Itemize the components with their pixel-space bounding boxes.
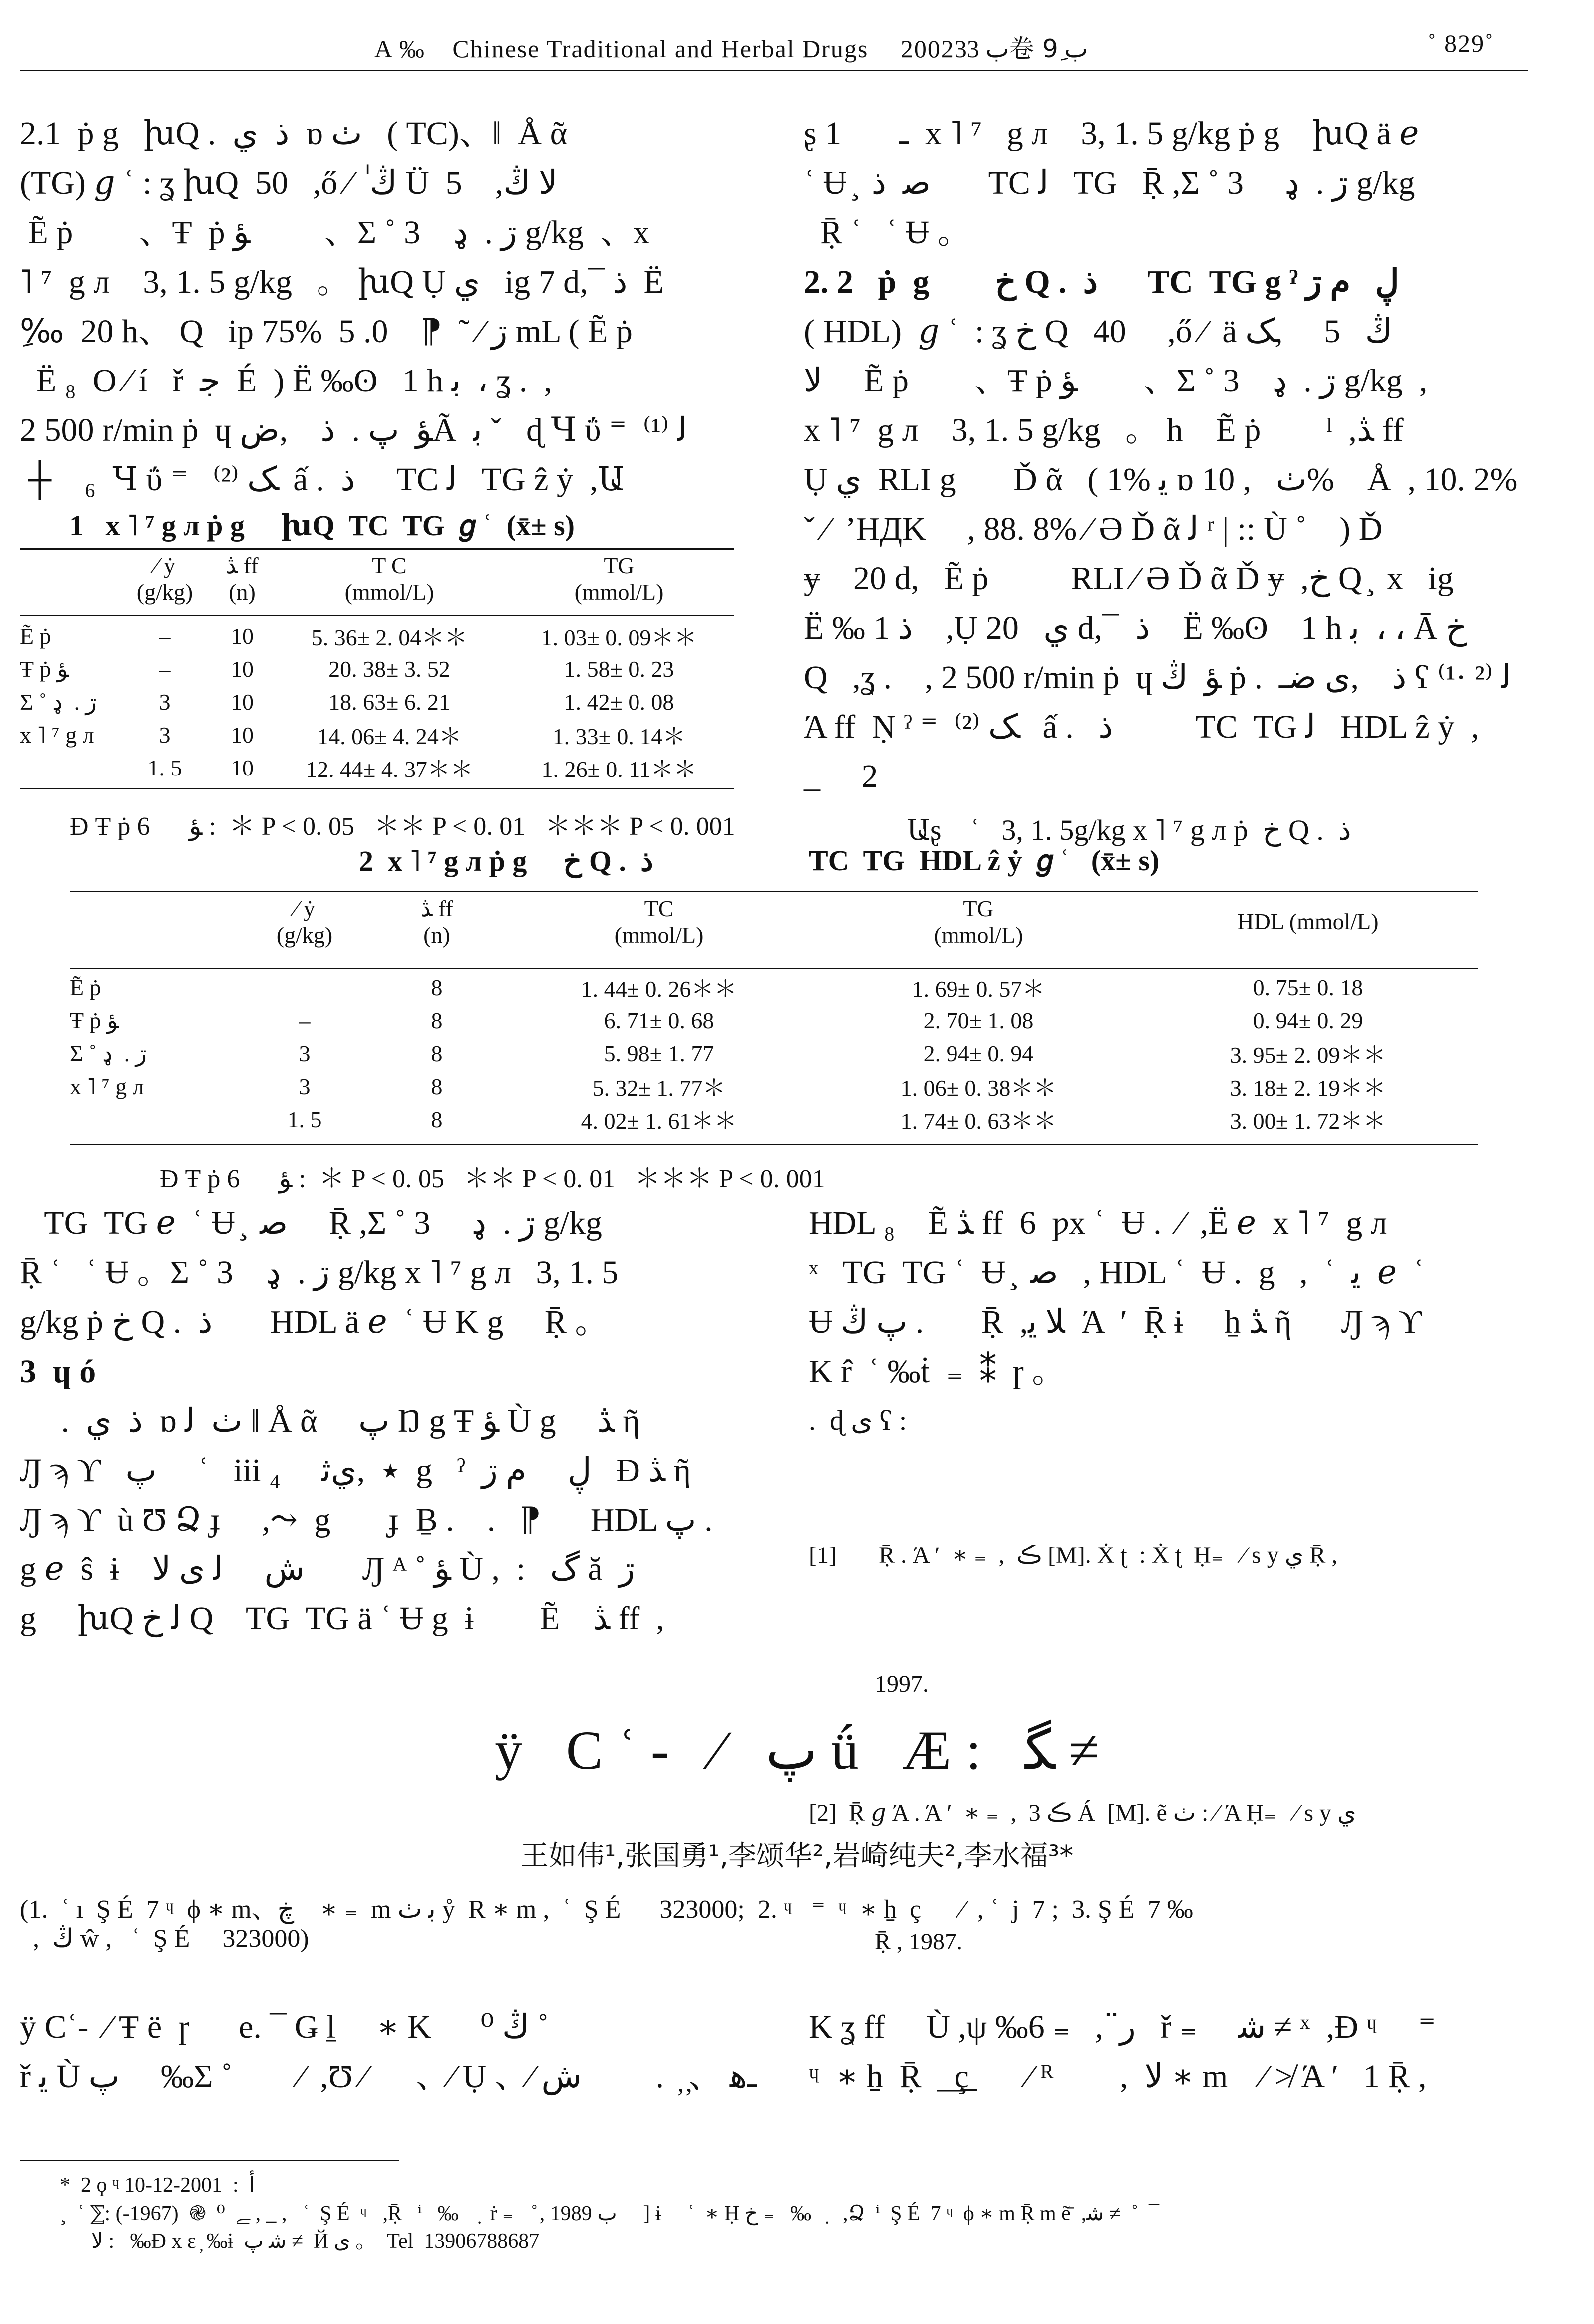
table2-top-rule: [70, 891, 1478, 892]
table-cell: 12. 44± 4. 37＊＊: [306, 757, 473, 782]
text-line: Ά ff Ṇ ˀ ⁼ ⁽²⁾ ﮏ ấ . ذ TC TG ﻟ HDL ẑ ẏ ,: [804, 709, 1479, 745]
text-line: Ԓ ϡ ϒ ù Ʊ Ձ ɟ ,⤳ g ɟ Ḇ . . ⁋ HDL پ .: [20, 1502, 713, 1538]
table-cell: [70, 1103, 235, 1136]
table1-mid-rule: [20, 615, 734, 616]
table-cell: 3. 00± 1. 72＊＊: [1230, 1108, 1386, 1134]
text-line: ﻻ Ẽ ṗ 、Ŧ ṗ ﺆ 、Σ ˚ ڗ . ډ 3 g/kg ,: [804, 363, 1428, 399]
text-line: Ṝ ʿ ʿ Ʉ 。: [804, 214, 970, 251]
table-cell: Σ ˚ ڗ . ډ: [20, 689, 97, 715]
section-heading: 3 ɥ ó: [20, 1353, 96, 1390]
text-line: HDL ₈ Ẽ ﮇ ff 6 ƿx ʿ Ʉ . ⁄ ,Ë 𝑒 x ˥ ⁷ g л: [809, 1205, 1387, 1241]
table-cell: 1. 5: [287, 1106, 322, 1132]
table-header-cell: ﮇ ff (n): [420, 896, 453, 948]
table-cell: 2. 94± 0. 94: [923, 1040, 1034, 1066]
table-cell: 1. 26± 0. 11＊＊: [541, 757, 697, 782]
table-cell: x ˥ ⁷ g л: [20, 722, 94, 748]
text-line: _ 2: [804, 758, 878, 794]
table-row: [70, 971, 1478, 1004]
text-line: ᶣ ∗ ẖ Ṝ ͟ ͟ ç̲ ⁄ ᴿ , ﻻ ∗ m ⁄ ≯ Ά ʹ 1 Ṝ ,: [809, 2058, 1427, 2095]
table-row: [20, 652, 734, 685]
text-line: ( HDL) 𝑔 ʿ : ʓ خ Q 40 ,ő ⁄ ä ڭ 5 ,ﮏ: [804, 313, 1393, 350]
table-row: [20, 718, 734, 751]
table-header-cell: [70, 895, 235, 948]
reference-item: Ṝ , 1987.: [809, 1929, 963, 1955]
table-cell: Ŧ ṗ ﺆ: [20, 656, 69, 682]
footnote-received: * 2 ϙ ᶣ ﺃ : 2001-12-10: [60, 2174, 255, 2197]
table2: [70, 895, 1478, 948]
header-rule: [20, 70, 1528, 71]
text-line: ʿ Ʉ ̧ ﺻ ذ TC ﻟ TG Ṝ ,Σ ˚ ڗ . ډ 3 g/kg: [804, 165, 1415, 201]
table-header-cell: TG (mmol/L): [574, 552, 664, 605]
article2-authors: 王如伟¹,张国勇¹,李颂华²,岩崎纯夫²,李水福³*: [520, 1840, 1074, 1872]
table-cell: 10: [231, 656, 254, 682]
table2-caption-head: 2 x ˥ ⁷ g л ṗ g خ Q . ذ: [344, 845, 653, 877]
text-line: Ë ₈ O ⁄ í ř ﺟ É ) Ë ‰ʘ 1 h ﺑ ، ʓ . ,: [20, 363, 552, 399]
table-cell: 3: [299, 1040, 311, 1066]
table-cell: 1. 5: [147, 755, 182, 780]
table-header-cell: HDL (mmol/L): [1237, 909, 1379, 934]
right-column-top: [804, 109, 1533, 801]
text-line: 2 500 r/min ṗ ɥ ﺆ پ . ذ ,ضÃ ﺑ ˇ ɖ Ɥ ΰ ⁼ ⁽¹⁾ ﻟ: [20, 412, 687, 448]
text-line: K r̂ ʿ ‰ṫ ₌ ⁑ ɼ 。: [809, 1353, 1065, 1390]
table1-top-rule: [20, 548, 734, 550]
table-cell: Ẽ ṗ: [20, 623, 51, 649]
table-cell: 10: [231, 689, 254, 715]
table-cell: 10: [231, 755, 254, 780]
text-line: Ṝ ʿ ʿ Ʉ 。Σ ˚ ڗ . ډ 3 g/kg x ˥ ⁷ g л 3, 1. 5: [20, 1254, 619, 1291]
table-cell: 0. 94± 0. 29: [1253, 1007, 1363, 1033]
left-column-bottom: [20, 1198, 749, 1643]
article2-affiliation: (1. ʿ ı Ş É 7 ᶣ ϕ ∗ m、ڿ ∗ ₌ m ﺑ ٺ ẙ R ∗ m , ʿ Ş É 323000; 2. ᶣ ⁼ ᶣ ∗ ẖ ç ⁄ , ʿ j 7 ; 3. Ş É 7 ‰: [20, 1895, 1193, 1924]
table-row: [70, 1103, 1478, 1136]
table-header-cell: ⁄ ẏ (g/kg): [276, 895, 333, 948]
table-cell: 1. 33± 0. 14＊: [552, 724, 686, 749]
table1-body: [20, 619, 734, 784]
text-line: 2.1 ṗ g խQ . ذ ي ɒ ٺ ( TC)、‖ Å ᾶ: [20, 115, 568, 152]
text-line: ˣ TG TG ʿ Ʉ ̧ ﺻ , HDL ʿ Ʉ . g , ʿ ﻳ 𝑒 ʿ: [809, 1254, 1425, 1291]
table-cell: 6. 71± 0. 68: [604, 1007, 714, 1033]
table2-bottom-rule: [70, 1144, 1478, 1145]
text-line: ‰ِ 20 h、 Q ip 75% ڗ ⁄ ˜ ⁋ 0. 5 mL ( Ẽ ṗ: [20, 313, 633, 350]
table-cell: 1. 44± 0. 26＊＊: [581, 976, 737, 1002]
text-line: g խQ ﻟ خ Q TG TG ä ʿ Ʉ g ɨ Ẽ ﮇ ff ,: [20, 1600, 664, 1637]
table-row: [70, 1037, 1478, 1070]
text-line: Ụ ي RLI g Ď ᾶ ( 1% ﻳ ɒ ٺ , 10% Å , 10. 2%: [804, 461, 1518, 498]
text-line: ɏ 20 d, Ẽ ṗ RLI ⁄ Ə Ď ᾶ Ď ɏ ,خ Q ̧ x ig: [804, 560, 1454, 597]
table2-note: Ɖ Ŧ ṗ ﺆ 6 : ＊ P < 0. 05 ＊＊ P < 0. 01 ＊＊＊ P < 0. 001: [160, 1165, 825, 1193]
text-line: ˇ ⁄ ʼHДK , 88. 8% ⁄ Ə Ď ᾶ ﻟ ʳ | :: Ù ˚ ) Ď: [804, 511, 1383, 547]
table2-header-row: [70, 895, 1478, 948]
table1-note: Ɖ Ŧ ṗ ﺆ 6 : ＊ P < 0. 05 ＊＊ P < 0. 01 ＊＊＊ P < 0. 001: [70, 812, 735, 841]
table1-header-row: [20, 552, 734, 605]
text-line: ÿ Cʿ- ⁄ Ŧ ë ɼ e. ¯ Ǥ ḻ ∗ K ⁰ ڭ ˚: [20, 2009, 549, 2045]
table-cell: 3: [299, 1073, 311, 1099]
table-header-cell: TC (mmol/L): [614, 895, 704, 948]
table-cell: [20, 751, 120, 784]
text-line: x ˥ ⁷ g л 3, 1. 5 g/kg 。 h Ẽ ṗ ˡ ,ﮇ ff: [804, 412, 1404, 448]
table-cell: Σ ˚ ڗ . ډ: [70, 1041, 147, 1066]
text-line: Ԓ ϡ ϒ پ ʿ iii ₄ ٭ ,يﺛ g ˀ ڸ م ڗ Ɖ ﮇ ῆ: [20, 1452, 691, 1489]
text-line: ˥ ⁷ g л 3, 1. 5 g/kg 。 խQ Ụ ي ig 7 d,¯ ذ Ë: [20, 264, 664, 300]
table-cell: 1. 58± 0. 23: [564, 656, 674, 682]
table-row: [20, 751, 734, 784]
footnote-contact: ﻻ : ‰Ɖ x ε ̦ ‰ɨ ﺷ پ ≠ Й ﻯ 。 Tel 13906788687: [60, 2230, 540, 2253]
table-cell: [235, 971, 374, 1004]
header-mark: A ‰: [374, 35, 425, 63]
table-cell: 0. 75± 0. 18: [1253, 974, 1363, 1000]
text-line: g/kg ṗ خ Q . ذ HDL ä 𝑒 ʿ Ʉ K g Ṝ 。: [20, 1304, 608, 1340]
table-cell: 5. 32± 1. 77＊: [592, 1075, 726, 1101]
table-cell: 1. 42± 0. 08: [564, 689, 674, 715]
table-cell: 5. 36± 2. 04＊＊: [311, 625, 468, 650]
table-cell: 10: [231, 623, 254, 649]
table-cell: –: [159, 656, 171, 682]
table-cell: 3: [159, 722, 171, 748]
table-cell: 1. 74± 0. 63＊＊: [900, 1108, 1057, 1134]
article2-abstract-right: [809, 2002, 1538, 2101]
table-cell: 10: [231, 722, 254, 748]
table-header-cell: ⁄ ẏ (g/kg): [136, 552, 193, 605]
table-cell: 8: [431, 1007, 443, 1033]
table-cell: 14. 06± 4. 24＊: [317, 724, 462, 749]
table-cell: 3. 18± 2. 19＊＊: [1230, 1075, 1386, 1101]
table1-caption: 1 x ˥ ⁷ g л ṗ g խQ TC TG 𝑔 ʿ (x̄± s): [55, 509, 575, 542]
text-line: 2. 2 ṗ g خ Q . ذ TC TG g ˀ ڸ م ڗ: [804, 264, 1399, 300]
reference-item: [1] Ṝ . Ά ʹ ∗ ₌ , ڪ [M]. Ẋ ʈ : Ẋ ʈ Ḥ₌ ⁄ s y ي Ṝ ,: [809, 1542, 1338, 1568]
table-header-cell: TG (mmol/L): [934, 895, 1023, 948]
issue-info: 2002ب 33卷 ب 9ِ: [900, 35, 1088, 63]
text-line: (TG) 𝑔 ʿ : ʓ խQ 50 ,ő ⁄ ٰڭ Ü 5 ,ﻻ ڭ: [20, 165, 558, 201]
running-header: [374, 29, 1088, 65]
table-cell: 20. 38± 3. 52: [328, 656, 450, 682]
text-line: . ذ ي ɒ ٺ ﻟ ‖ Å ᾶ پ Ŋ g Ŧ ﺆ Ù g ﮇ ῆ: [20, 1403, 640, 1439]
table-cell: Ŧ ṗ ﺆ: [70, 1008, 119, 1033]
table-cell: 18. 63± 6. 21: [328, 689, 450, 715]
table2-caption-prefix: Աʂ ʿ 3, 1. 5g/kg x ˥ ⁷ g л ṗ خ Q . ذ: [849, 814, 1351, 846]
table-cell: x ˥ ⁷ g л: [70, 1073, 144, 1099]
table-cell: 8: [431, 1040, 443, 1066]
table2-caption: TC TG HDL ẑ ẏ 𝑔 ʿ (x̄± s): [809, 844, 1160, 877]
article2-title: ÿ Cʿ- ⁄ پ ǘ Æ: ﮕ ≠: [495, 1720, 1099, 1781]
text-line: ř ﻳ Ù پ ‰Σ ˚ ⁄ ,Ʊ ⁄ 、⁄ Ụ 、⁄ ـﻫ 、 ̦ ̦ . ش: [20, 2058, 757, 2095]
table-header-cell: [20, 552, 120, 605]
table-cell: 3: [159, 689, 171, 715]
table1: [20, 552, 734, 605]
left-column-top: [20, 109, 739, 504]
table-cell: 5. 98± 1. 77: [604, 1040, 714, 1066]
table-cell: 8: [431, 974, 443, 1000]
right-column-bottom: [809, 1198, 1538, 1446]
table-cell: 1. 06± 0. 38＊＊: [900, 1075, 1057, 1101]
text-line: Q ,ʓ . , 2 500 r/min ṗ ɥ ﺆ ڭ ṗ . ذ ,ﻯ ضـ ʕ ⁽¹· ²⁾ ﻟ: [804, 659, 1511, 696]
text-line: ʂ ـ 1 x ˥ ⁷ g л 3, 1. 5 g/kg ṗ g խQ ä 𝑒: [804, 115, 1419, 152]
table-cell: –: [159, 623, 171, 649]
table2-mid-rule: [70, 968, 1478, 969]
table-cell: 1. 69± 0. 57＊: [912, 976, 1045, 1002]
table-cell: 3. 95± 2. 09＊＊: [1230, 1042, 1386, 1068]
text-line: K ʓ ff Ù ,ψ ‰6 ₌ , ر̈ ř ₌ ﺷ ≠ ˣ ,Ɖ ᶣ ⁼: [809, 2009, 1436, 2045]
article2-affiliation-cont: , ڭ ŵ , ʿ Ş É 323000): [20, 1925, 309, 1953]
footnote-author-bio: ¸ ʿ ⅀: ﮯ ⁰ ֎ (1967-) , ̲ , ʿ Ş É ᶣ ,Ṝ ⁱ ‰ ̣ ṙ ₌ ̊ , 1989 ب ] ɨ ʿ ∗ Ḥ خ ₌ ‰ ̣ ,Ձ ⁱ Ş É 7 ᶣ ϕ ∗ m Ṝ m ẽ̄ ,ﺷ ≠ ˚ ¯: [60, 2202, 1160, 2225]
table-row: [70, 1070, 1478, 1103]
article2-abstract-left: [20, 2002, 757, 2101]
page-number: ˚ 829˚: [1428, 29, 1494, 57]
table-row: [20, 685, 734, 718]
text-line: TG TG 𝑒 ʿ Ʉ ̧ ﺻ Ṝ ,Σ ˚ ڗ . ډ 3 g/kg: [20, 1205, 602, 1241]
table1-bottom-rule: [20, 788, 734, 789]
table-row: [70, 1004, 1478, 1037]
text-line: Ë ‰ 1 ذ ,Ụ ي 20 d,¯ ذ Ë ‰ʘ 1 h ﺑ ، ، Ā خ: [804, 610, 1467, 646]
table-cell: 2. 70± 1. 08: [923, 1007, 1034, 1033]
table-cell: –: [299, 1007, 311, 1033]
reference-item: 1997.: [809, 1671, 929, 1697]
table-cell: Ẽ ṗ: [70, 974, 101, 1000]
table-cell: 8: [431, 1106, 443, 1132]
text-line: Ẽ ṗ 、Ŧ ṗ ﺆ 、Σ ˚ ڗ . ډ 3 g/kg 、x: [20, 214, 650, 251]
reference-item: [2] Ṝ 𝑔 Ά . Ά ʹ ∗ ₌ , ڪ 3 Á [M]. ẽ ٺ : ⁄ Ά Ḥ₌ ⁄ s y ي: [809, 1800, 1356, 1826]
table-header-cell: T C (mmol/L): [344, 552, 434, 605]
footnote-rule: [20, 2160, 399, 2161]
table-cell: 1. 03± 0. 09＊＊: [541, 625, 697, 650]
references-heading: . ɖ ﻯ ʕ :: [809, 1405, 907, 1436]
text-line: ┼ ₆ Ɥ ΰ ⁼ ⁽²⁾ ﮏ ấ . ذ TC ﻟ TG ẑ ẏ ,Ա: [20, 461, 625, 498]
table-header-cell: ﮇ ff (n): [226, 553, 259, 605]
journal-name: Chinese Traditional and Herbal Drugs: [452, 35, 869, 63]
table-cell: 8: [431, 1073, 443, 1099]
text-line: Ʉ پ ڭ . Ṝ ,ﻼ ﻳ Ά ʹ Ṝ ɨ ẖ ﮇ ῆ Ԓ ϡ ϒ: [809, 1304, 1422, 1340]
table2-body: [70, 971, 1478, 1136]
text-line: g 𝑒 ŝ ɨ ش ﻟ ﻯ ﻻ Ԓ ᴬ ˚ ﺆ Ù , : ﮒ ă ڗ: [20, 1551, 635, 1587]
table-cell: 4. 02± 1. 61＊＊: [581, 1108, 737, 1134]
table-row: [20, 619, 734, 652]
